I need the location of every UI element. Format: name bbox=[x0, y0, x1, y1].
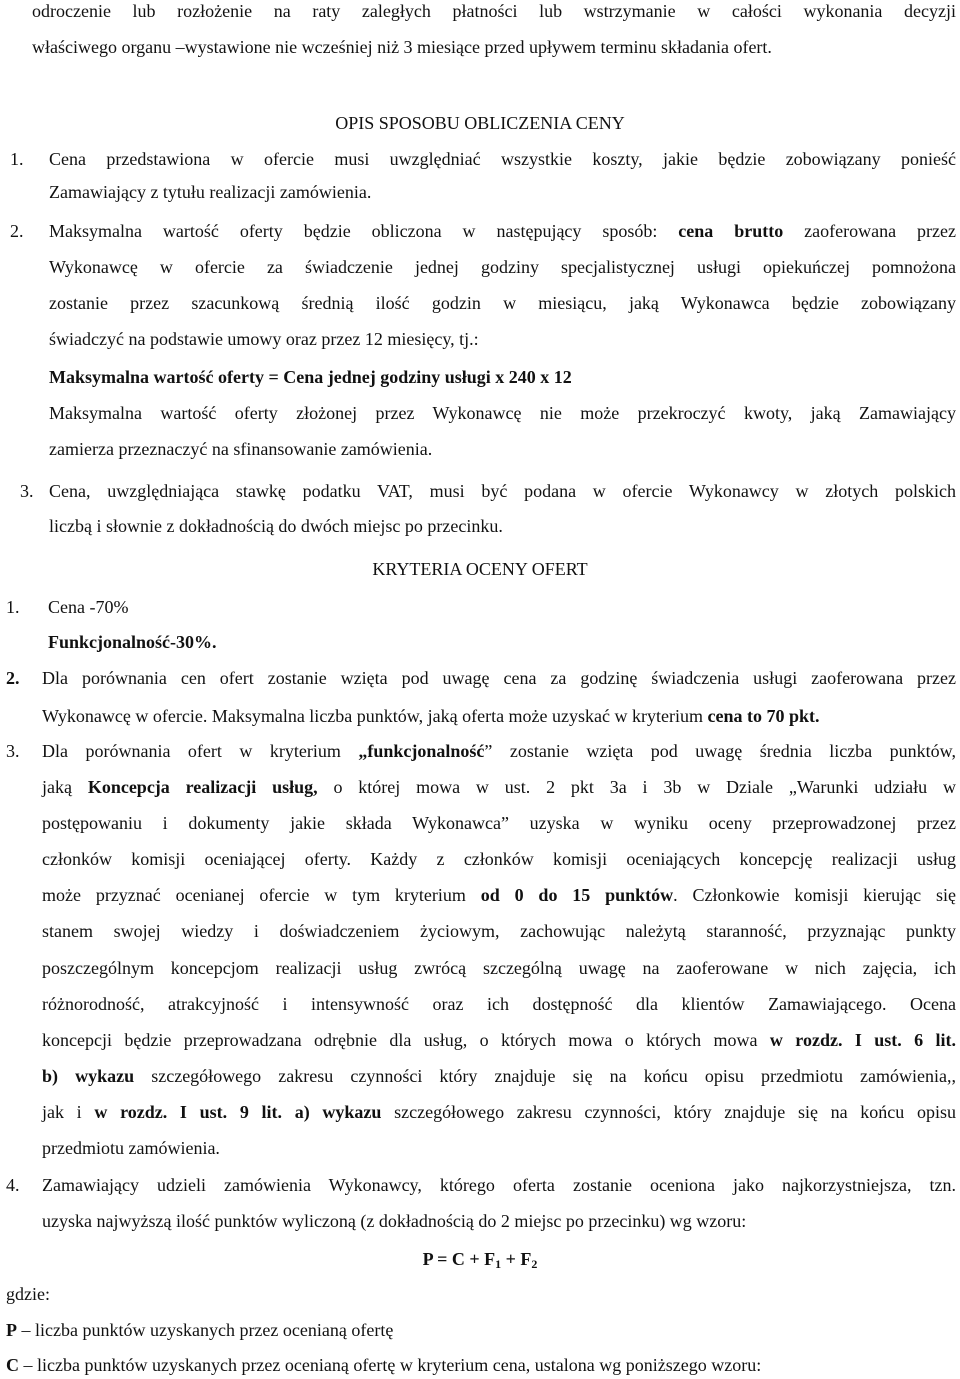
max-value-formula: Maksymalna wartość oferty = Cena jednej godziny usługi x 240 x 12 bbox=[49, 367, 572, 387]
criterion-price: Cena -70% bbox=[48, 597, 129, 617]
paragraph-line: uzyska najwyższą ilość punktów wyliczoną (z dokładnością do 2 miejsc po przecinku) wg wzoru: bbox=[42, 1211, 747, 1231]
text-run: koncepcji będzie przeprowadzana odrębnie dla usług, o których mowa o których mowa bbox=[42, 1030, 770, 1050]
paragraph-line: Dla porównania cen ofert zostanie wzięta pod uwagę cena za godzinę świadczenia usługi zaoferowana przez bbox=[42, 668, 956, 688]
intro-line-2: właściwego organu –wystawione nie wcześniej niż 3 miesiące przed upływem terminu składania ofert. bbox=[32, 37, 772, 57]
text-run: o której mowa w ust. 2 pkt 3a i 3b w Dziale „Warunki udziału w bbox=[317, 777, 956, 797]
symbol: C bbox=[6, 1355, 19, 1375]
paragraph-line: poszczególnym koncepcjom realizacji usług zwrócą szczególną uwagę na zaoferowane w nich zajęcia, ich bbox=[42, 958, 956, 978]
bold-text: „funkcjonalność bbox=[358, 741, 485, 761]
paragraph-line bbox=[42, 705, 820, 727]
text-run: może przyznać ocenianej ofercie w tym kryterium bbox=[42, 885, 481, 905]
item-number: 3. bbox=[20, 481, 34, 501]
bold-text: Koncepcja realizacji usług, bbox=[87, 777, 318, 797]
definition-text: – liczba punktów uzyskanych przez ocenianą ofertę bbox=[17, 1320, 394, 1340]
item-number: 2. bbox=[10, 221, 24, 241]
paragraph-line: Maksymalna wartość oferty złożonej przez Wykonawcę nie może przekroczyć kwoty, jaką Zamawiający bbox=[49, 403, 956, 423]
paragraph-line: stanem swojej wiedzy i doświadczeniem życiowym, zachowując należytą staranność, przyznając punkty bbox=[42, 921, 956, 941]
formula-text: + F bbox=[501, 1249, 532, 1269]
bold-text: b) wykazu bbox=[42, 1066, 135, 1086]
section-heading-price: OPIS SPOSOBU OBLICZENIA CENY bbox=[335, 113, 625, 133]
formula-text: P = C + F bbox=[422, 1249, 496, 1269]
paragraph-line bbox=[49, 220, 956, 242]
text-run: szczegółowego zakresu czynności który znajduje się na końcu opisu przedmiotu zamówienia,, bbox=[134, 1066, 956, 1086]
definition-text: – liczba punktów uzyskanych przez ocenianą ofertę w kryterium cena, ustalona wg poniższego wzoru: bbox=[19, 1355, 762, 1375]
text-run: jak i bbox=[42, 1102, 95, 1122]
text-run: jaką bbox=[42, 777, 88, 797]
intro-line-1: odroczenie lub rozłożenie na raty zaległych płatności lub wstrzymanie w całości wykonania decyzji bbox=[32, 1, 956, 21]
paragraph-line: świadczyć na podstawie umowy oraz przez 12 miesięcy, tj.: bbox=[49, 329, 479, 349]
item-number: 3. bbox=[6, 741, 20, 761]
paragraph-line: zostanie przez szacunkową średnią ilość godzin w miesiącu, jaką Wykonawca będzie zobowiązany bbox=[49, 293, 956, 313]
where-label: gdzie: bbox=[6, 1284, 50, 1304]
bold-text: cena to 70 pkt. bbox=[707, 706, 820, 726]
bold-text: cena brutto bbox=[678, 221, 784, 241]
definition-p bbox=[6, 1319, 393, 1341]
paragraph-line: Zamawiający z tytułu realizacji zamówienia. bbox=[49, 182, 372, 202]
text-run: . Członkowie komisji kierując się bbox=[673, 885, 956, 905]
paragraph-line: przedmiotu zamówienia. bbox=[42, 1138, 220, 1158]
paragraph-line: Wykonawcę w ofercie za świadczenie jednej godziny specjalistycznej usługi opiekuńczej pomnożona bbox=[49, 257, 956, 277]
bold-text: w rozdz. I ust. 9 lit. a) wykazu bbox=[94, 1102, 382, 1122]
paragraph-line: Cena przedstawiona w ofercie musi uwzględniać wszystkie koszty, jakie będzie zobowiązany ponieść bbox=[49, 149, 956, 169]
paragraph-line: liczbą i słownie z dokładnością do dwóch miejsc po przecinku. bbox=[49, 516, 503, 536]
paragraph-line: postępowaniu i dokumenty jakie składa Wykonawca” uzyska w wyniku oceny przeprowadzonej przez bbox=[42, 813, 956, 833]
paragraph-line: Zamawiający udzieli zamówienia Wykonawcy, którego oferta zostanie oceniona jako najkorzystniejsza, tzn. bbox=[42, 1175, 956, 1195]
item-number: 1. bbox=[10, 149, 24, 169]
text-run: zaoferowana przez bbox=[783, 221, 956, 241]
definition-c bbox=[6, 1354, 761, 1376]
text-run: szczegółowego zakresu czynności, który znajduje się na końcu opisu bbox=[381, 1102, 956, 1122]
item-number: 1. bbox=[6, 597, 20, 617]
text-run: Wykonawcę w ofercie. Maksymalna liczba punktów, jaką oferta może uzyskać w kryterium bbox=[42, 706, 708, 726]
paragraph-line: zamierza przeznaczyć na sfinansowanie zamówienia. bbox=[49, 439, 433, 459]
text-run: ” zostanie wzięta pod uwagę średnia liczba punktów, bbox=[484, 741, 956, 761]
paragraph-line bbox=[42, 776, 956, 798]
item-number: 2. bbox=[6, 668, 20, 688]
points-formula bbox=[0, 1248, 960, 1275]
paragraph-line: Cena, uwzględniająca stawkę podatku VAT, musi być podana w ofercie Wykonawcy w złotych polskich bbox=[49, 481, 956, 501]
criterion-functionality: Funkcjonalność-30%. bbox=[48, 632, 217, 652]
paragraph-line bbox=[42, 1101, 956, 1123]
symbol: P bbox=[6, 1320, 17, 1340]
formula-subscript: 2 bbox=[531, 1257, 538, 1271]
paragraph-line: członków komisji oceniającej oferty. Każdy z członków komisji oceniających koncepcję realizacji usług bbox=[42, 849, 956, 869]
paragraph-line bbox=[42, 740, 956, 762]
paragraph-line bbox=[42, 884, 956, 906]
text-run: Dla porównania ofert w kryterium bbox=[42, 741, 359, 761]
bold-text: w rozdz. I ust. 6 lit. bbox=[769, 1030, 956, 1050]
paragraph-line: różnorodność, atrakcyjność i intensywność oraz ich dostępność dla klientów Zamawiającego. Ocena bbox=[42, 994, 956, 1014]
section-heading-criteria: KRYTERIA OCENY OFERT bbox=[372, 559, 588, 579]
paragraph-line bbox=[42, 1065, 956, 1087]
paragraph-line bbox=[42, 1029, 956, 1051]
text-run: Maksymalna wartość oferty będzie obliczona w następujący sposób: bbox=[49, 221, 679, 241]
bold-text: od 0 do 15 punktów bbox=[480, 885, 674, 905]
item-number: 4. bbox=[6, 1175, 20, 1195]
formula-subscript: 1 bbox=[495, 1257, 502, 1271]
